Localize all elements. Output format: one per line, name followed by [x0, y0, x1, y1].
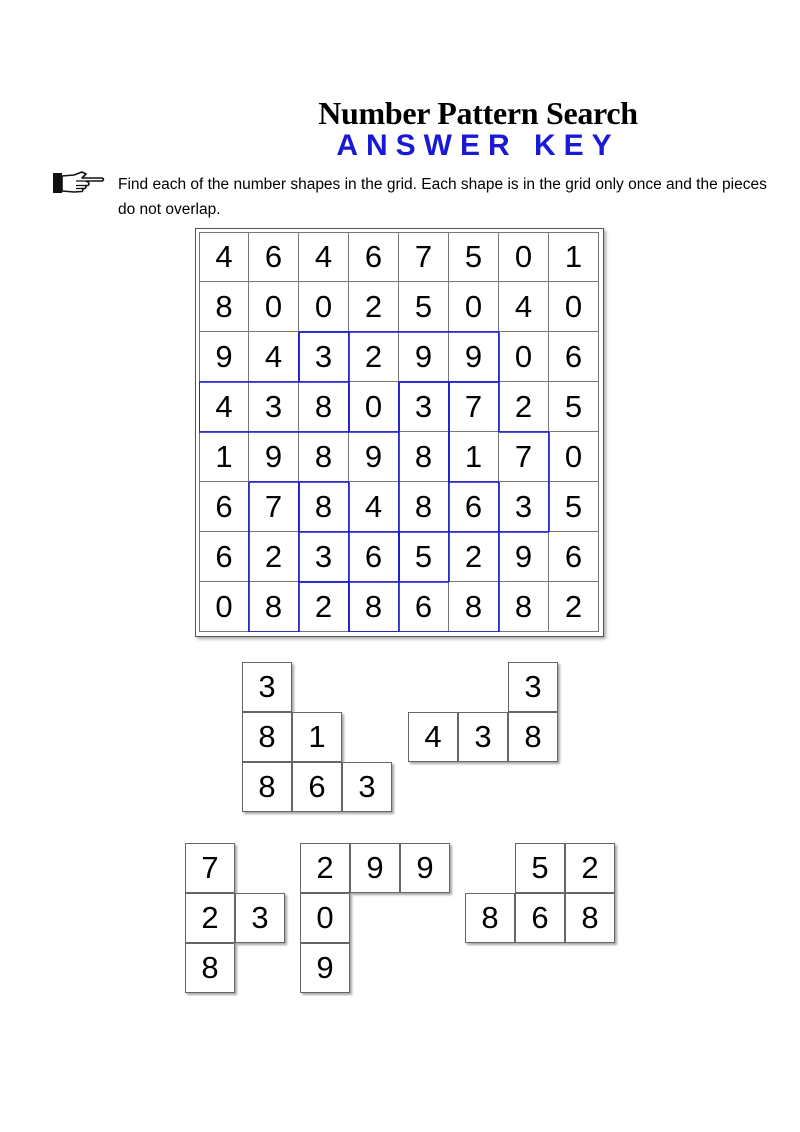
grid-cell[interactable]: 1 [449, 432, 499, 482]
grid-cell[interactable]: 0 [249, 282, 299, 332]
piece-cell: 9 [400, 843, 450, 893]
piece-cell: 9 [350, 843, 400, 893]
grid-cell[interactable]: 1 [199, 432, 249, 482]
grid-cell[interactable]: 3 [299, 532, 349, 582]
grid-cell[interactable]: 6 [549, 532, 599, 582]
grid-cell[interactable]: 9 [349, 432, 399, 482]
pointing-hand-icon [52, 170, 106, 196]
grid-cell[interactable]: 3 [249, 382, 299, 432]
grid-cell[interactable]: 5 [399, 282, 449, 332]
grid-cell[interactable]: 9 [199, 332, 249, 382]
grid-cell[interactable]: 9 [499, 532, 549, 582]
grid-cell[interactable]: 2 [349, 332, 399, 382]
grid-cell[interactable]: 8 [499, 582, 549, 632]
grid-cell[interactable]: 9 [249, 432, 299, 482]
piece-cell: 3 [242, 662, 292, 712]
grid-cell[interactable]: 2 [299, 582, 349, 632]
grid-cell[interactable]: 5 [399, 532, 449, 582]
piece-cell: 4 [408, 712, 458, 762]
grid-cell[interactable]: 4 [249, 332, 299, 382]
piece-cell: 8 [242, 712, 292, 762]
grid-cell[interactable]: 2 [449, 532, 499, 582]
piece-cell: 8 [565, 893, 615, 943]
grid-cell[interactable]: 8 [449, 582, 499, 632]
grid-cell[interactable]: 2 [249, 532, 299, 582]
piece-cell: 2 [300, 843, 350, 893]
piece-cell: 6 [515, 893, 565, 943]
grid-cell[interactable]: 0 [549, 282, 599, 332]
piece-cell: 9 [300, 943, 350, 993]
grid-cell[interactable]: 9 [399, 332, 449, 382]
grid-cell[interactable]: 3 [399, 382, 449, 432]
piece-cell: 3 [508, 662, 558, 712]
number-grid [199, 232, 599, 632]
piece-cell: 3 [458, 712, 508, 762]
grid-cell[interactable]: 0 [549, 432, 599, 482]
answer-key-subtitle: ANSWER KEY [336, 129, 620, 162]
grid-cell[interactable]: 4 [199, 232, 249, 282]
grid-cell[interactable]: 6 [549, 332, 599, 382]
instructions-text: Find each of the number shapes in the grid. Each shape is in the grid only once and the pieces do not overlap. [118, 176, 767, 218]
grid-cell[interactable]: 7 [249, 482, 299, 532]
grid-cell[interactable]: 6 [349, 232, 399, 282]
piece-cell: 6 [292, 762, 342, 812]
grid-cell[interactable]: 0 [199, 582, 249, 632]
grid-cell[interactable]: 8 [349, 582, 399, 632]
grid-cell[interactable]: 4 [499, 282, 549, 332]
grid-cell[interactable]: 8 [299, 482, 349, 532]
grid-cell[interactable]: 8 [399, 482, 449, 532]
grid-cell[interactable]: 8 [399, 432, 449, 482]
grid-cell[interactable]: 2 [549, 582, 599, 632]
piece-cell: 1 [292, 712, 342, 762]
piece-cell: 2 [565, 843, 615, 893]
piece-cell: 0 [300, 893, 350, 943]
grid-cell[interactable]: 6 [249, 232, 299, 282]
grid-cell[interactable]: 4 [299, 232, 349, 282]
grid-cell[interactable]: 6 [399, 582, 449, 632]
grid-cell[interactable]: 7 [449, 382, 499, 432]
grid-cell[interactable]: 5 [549, 382, 599, 432]
piece-cell: 3 [235, 893, 285, 943]
grid-cell[interactable]: 7 [499, 432, 549, 482]
grid-cell[interactable]: 2 [349, 282, 399, 332]
grid-cell[interactable]: 5 [549, 482, 599, 532]
page-title: Number Pattern Search [318, 95, 638, 131]
grid-cell[interactable]: 8 [299, 382, 349, 432]
grid-cell[interactable]: 4 [199, 382, 249, 432]
piece-cell: 8 [508, 712, 558, 762]
grid-cell[interactable]: 0 [449, 282, 499, 332]
grid-cell[interactable]: 6 [199, 532, 249, 582]
grid-cell[interactable]: 3 [299, 332, 349, 382]
grid-cell[interactable]: 5 [449, 232, 499, 282]
piece-cell: 2 [185, 893, 235, 943]
grid-cell[interactable]: 8 [249, 582, 299, 632]
grid-cell[interactable]: 6 [199, 482, 249, 532]
piece-cell: 3 [342, 762, 392, 812]
grid-cell[interactable]: 7 [399, 232, 449, 282]
grid-cell[interactable]: 0 [299, 282, 349, 332]
grid-cell[interactable]: 0 [349, 382, 399, 432]
piece-cell: 7 [185, 843, 235, 893]
piece-cell: 5 [515, 843, 565, 893]
grid-cell[interactable]: 0 [499, 232, 549, 282]
piece-cell: 8 [465, 893, 515, 943]
grid-cell[interactable]: 8 [299, 432, 349, 482]
grid-cell[interactable]: 1 [549, 232, 599, 282]
piece-cell: 8 [185, 943, 235, 993]
grid-cell[interactable]: 2 [499, 382, 549, 432]
grid-cell[interactable]: 3 [499, 482, 549, 532]
piece-cell: 8 [242, 762, 292, 812]
grid-cell[interactable]: 6 [349, 532, 399, 582]
grid-cell[interactable]: 9 [449, 332, 499, 382]
grid-cell[interactable]: 8 [199, 282, 249, 332]
grid-cell[interactable]: 6 [449, 482, 499, 532]
grid-cell[interactable]: 4 [349, 482, 399, 532]
grid-cell[interactable]: 0 [499, 332, 549, 382]
